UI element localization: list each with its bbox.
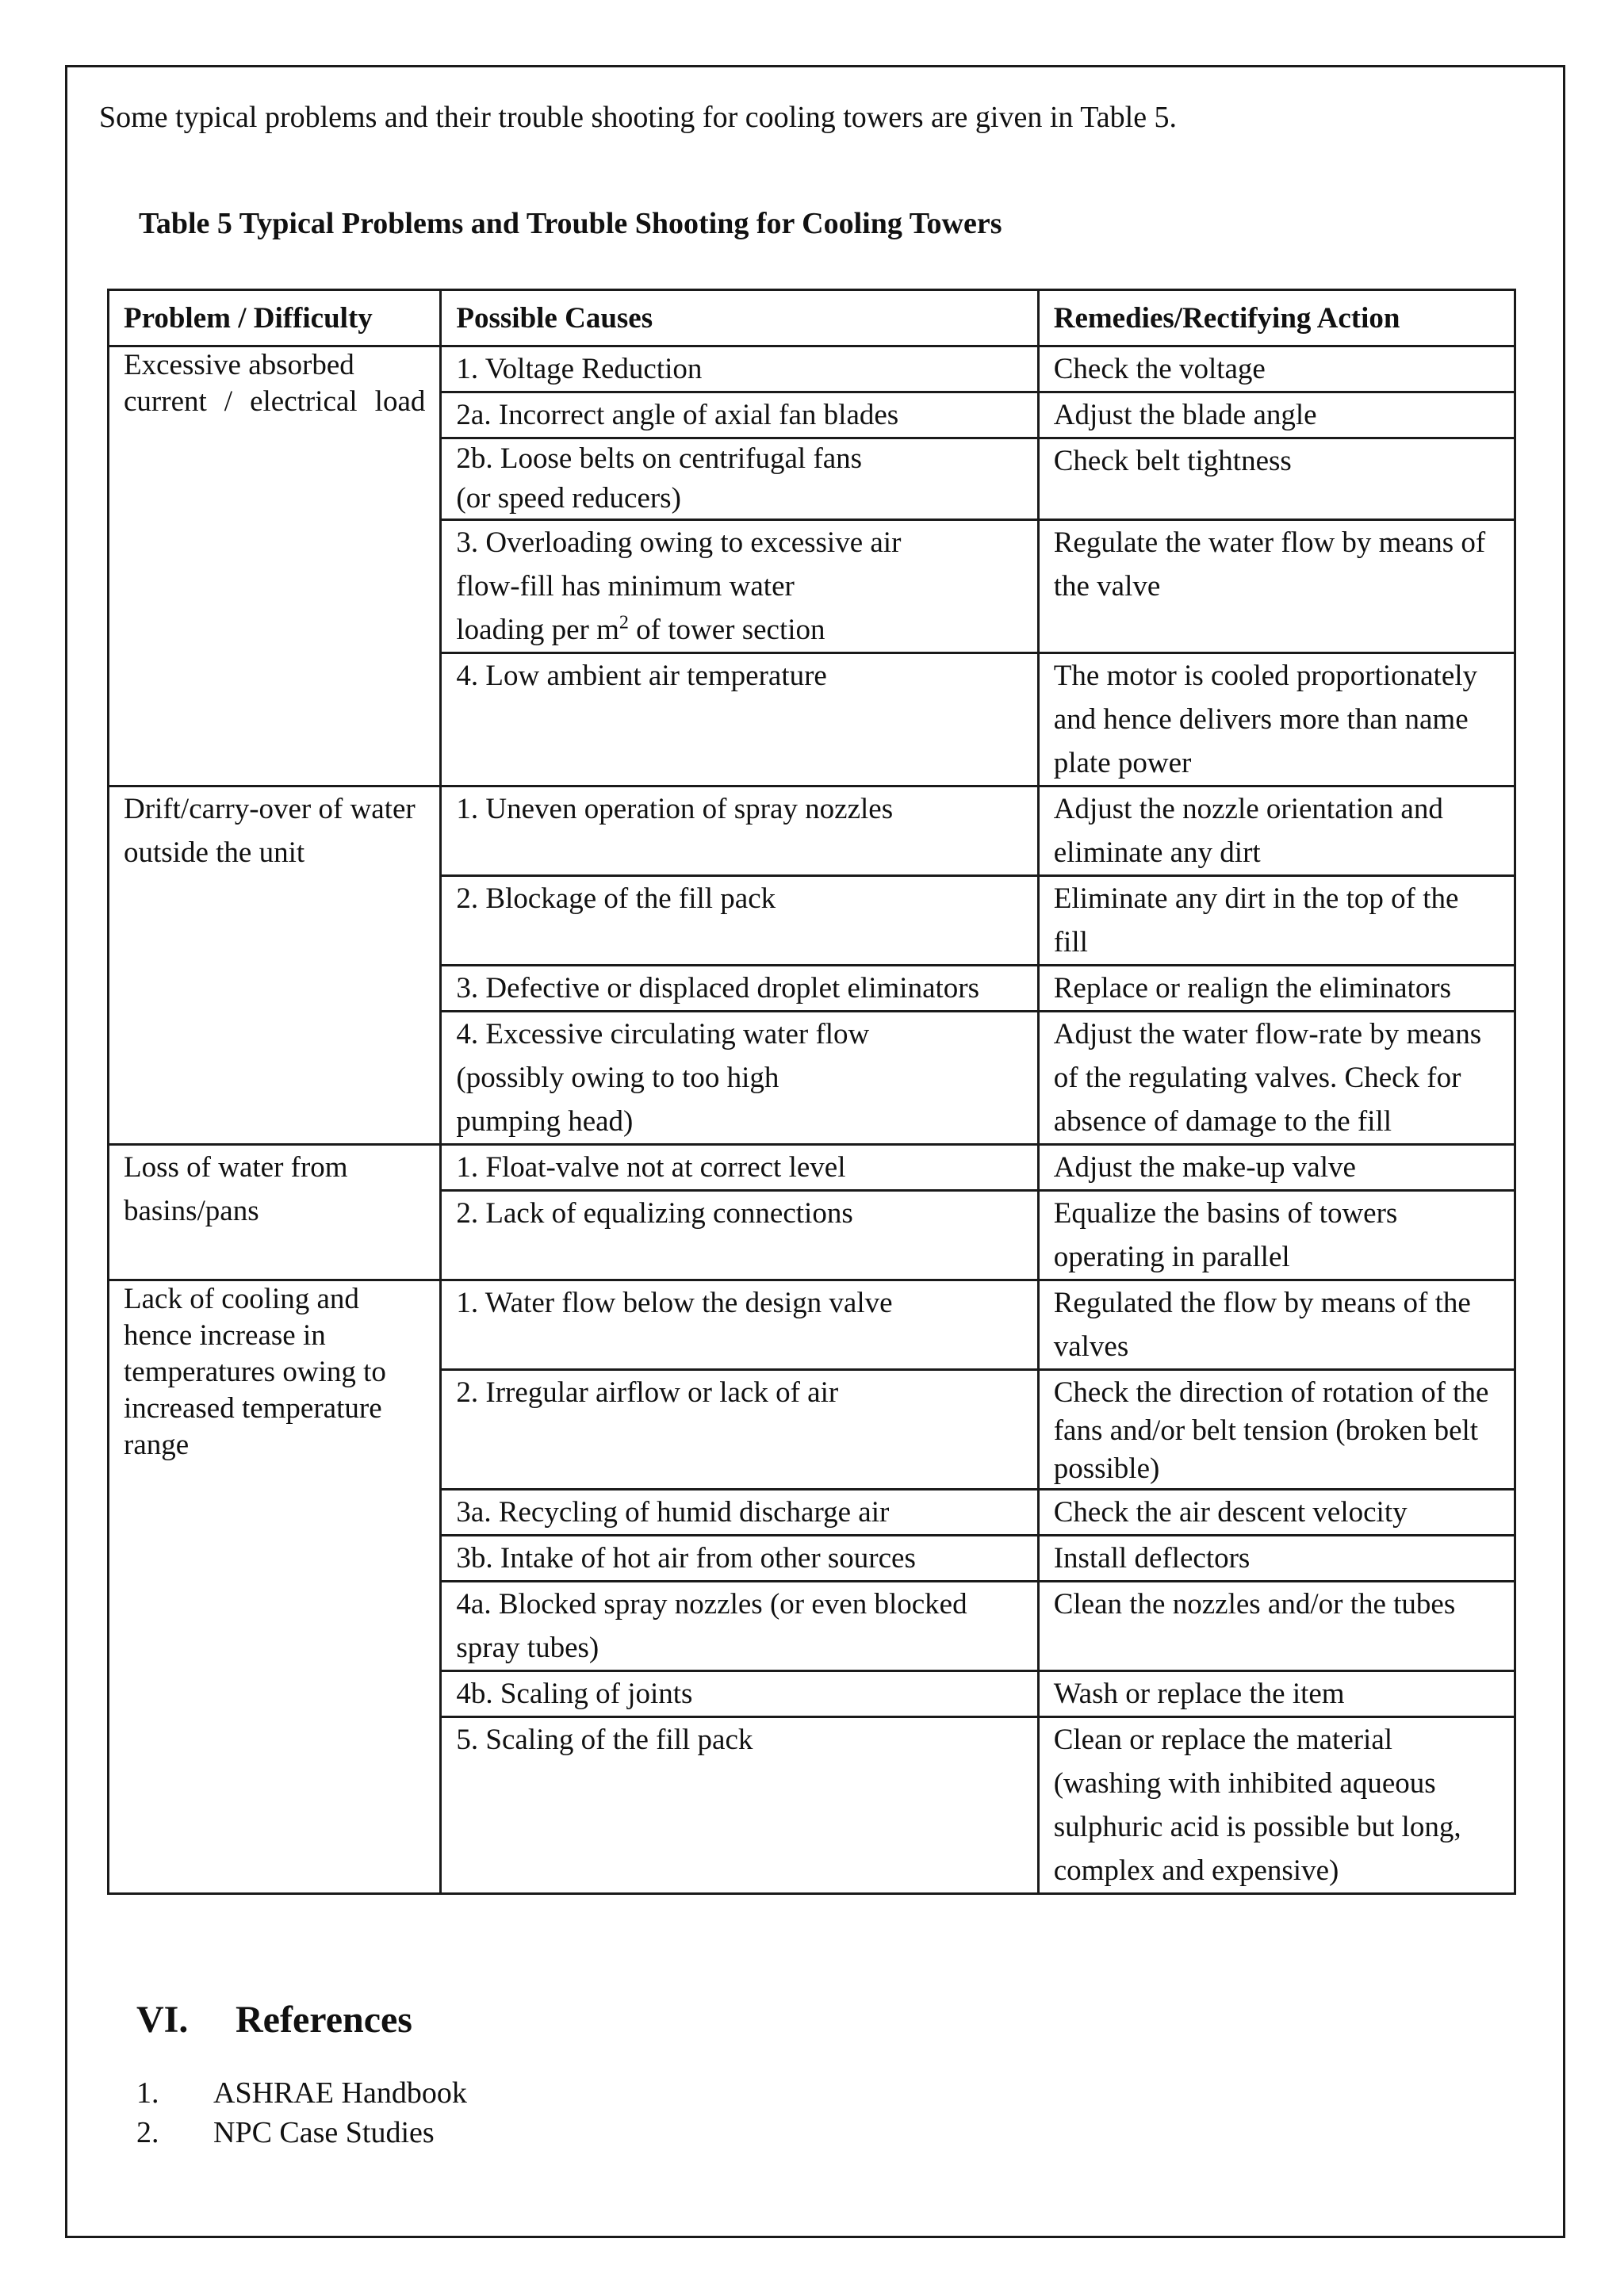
intro-paragraph: Some typical problems and their trouble shooting for cooling towers are given in Table 5.: [99, 101, 1178, 134]
header-remedies: Remedies/Rectifying Action: [1038, 290, 1515, 346]
problem-cell: Lack of cooling and hence increase in temperatures owing to increased temperature range: [109, 1280, 441, 1894]
cause-cell: 3. Defective or displaced droplet eliminators: [441, 966, 1038, 1012]
cause-cell: 1. Water flow below the design valve: [441, 1280, 1038, 1370]
cause-cell: 2a. Incorrect angle of axial fan blades: [441, 392, 1038, 438]
cause-cell: 2. Lack of equalizing connections: [441, 1191, 1038, 1280]
cause-cell: 4. Low ambient air temperature: [441, 653, 1038, 786]
table-header-row: [109, 290, 1515, 346]
remedy-cell: Equalize the basins of towers operating in parallel: [1038, 1191, 1515, 1280]
remedy-cell: Replace or realign the eliminators: [1038, 966, 1515, 1012]
remedy-cell: Regulated the flow by means of the valves: [1038, 1280, 1515, 1370]
remedy-cell: Check the air descent velocity: [1038, 1490, 1515, 1536]
troubleshooting-table: [107, 289, 1516, 1895]
remedy-cell: Check the voltage: [1038, 346, 1515, 392]
table-row: [109, 1280, 1515, 1370]
remedy-cell: Install deflectors: [1038, 1536, 1515, 1582]
table-row: [109, 1145, 1515, 1191]
cause-cell: 1. Uneven operation of spray nozzles: [441, 786, 1038, 876]
header-causes: Possible Causes: [441, 290, 1038, 346]
cause-cell: 5. Scaling of the fill pack: [441, 1717, 1038, 1894]
cause-cell: 3a. Recycling of humid discharge air: [441, 1490, 1038, 1536]
cause-cell: 4. Excessive circulating water flow (possibly owing to too high pumping head): [441, 1012, 1038, 1145]
cause-cell: 4a. Blocked spray nozzles (or even blocked spray tubes): [441, 1582, 1038, 1671]
remedy-cell: Eliminate any dirt in the top of the fill: [1038, 876, 1515, 966]
list-item: 2. NPC Case Studies: [136, 2116, 435, 2149]
remedy-cell: Regulate the water flow by means of the valve: [1038, 520, 1515, 653]
list-item: 1. ASHRAE Handbook: [136, 2076, 467, 2110]
cause-cell: 1. Float-valve not at correct level: [441, 1145, 1038, 1191]
remedy-cell: The motor is cooled proportionately and hence delivers more than name plate power: [1038, 653, 1515, 786]
section-number: VI.: [136, 1999, 189, 2041]
header-problem: Problem / Difficulty: [109, 290, 441, 346]
cause-cell: 1. Voltage Reduction: [441, 346, 1038, 392]
remedy-cell: Check belt tightness: [1038, 438, 1515, 520]
remedy-cell: Clean the nozzles and/or the tubes: [1038, 1582, 1515, 1671]
cause-cell: 2b. Loose belts on centrifugal fans (or speed reducers): [441, 438, 1038, 520]
remedy-cell: Adjust the nozzle orientation and eliminate any dirt: [1038, 786, 1515, 876]
remedy-cell: Adjust the blade angle: [1038, 392, 1515, 438]
section-title: References: [236, 1999, 412, 2041]
remedy-cell: Wash or replace the item: [1038, 1671, 1515, 1717]
references-list: [136, 2073, 467, 2152]
remedy-cell: Adjust the water flow-rate by means of the regulating valves. Check for absence of damage to the fill: [1038, 1012, 1515, 1145]
cause-cell: 3. Overloading owing to excessive air flow-fill has minimum water loading per $m^2$ of tower section: [441, 520, 1038, 653]
problem-cell: Excessive absorbed current / electrical load: [109, 346, 441, 786]
problem-cell: Drift/carry-over of water outside the unit: [109, 786, 441, 1145]
table-row: [109, 346, 1515, 392]
cause-cell: 4b. Scaling of joints: [441, 1671, 1038, 1717]
table-row: [109, 786, 1515, 876]
problem-cell: Loss of water from basins/pans: [109, 1145, 441, 1280]
remedy-cell: Check the direction of rotation of the fans and/or belt tension (broken belt possible): [1038, 1370, 1515, 1490]
remedy-cell: Adjust the make-up valve: [1038, 1145, 1515, 1191]
cause-cell: 2. Irregular airflow or lack of air: [441, 1370, 1038, 1490]
table-caption: Table 5 Typical Problems and Trouble Shooting for Cooling Towers: [139, 207, 1002, 240]
references-heading: [136, 1998, 412, 2042]
cause-cell: 2. Blockage of the fill pack: [441, 876, 1038, 966]
cause-cell: 3b. Intake of hot air from other sources: [441, 1536, 1038, 1582]
remedy-cell: Clean or replace the material (washing with inhibited aqueous sulphuric acid is possible but long, complex and expensive): [1038, 1717, 1515, 1894]
